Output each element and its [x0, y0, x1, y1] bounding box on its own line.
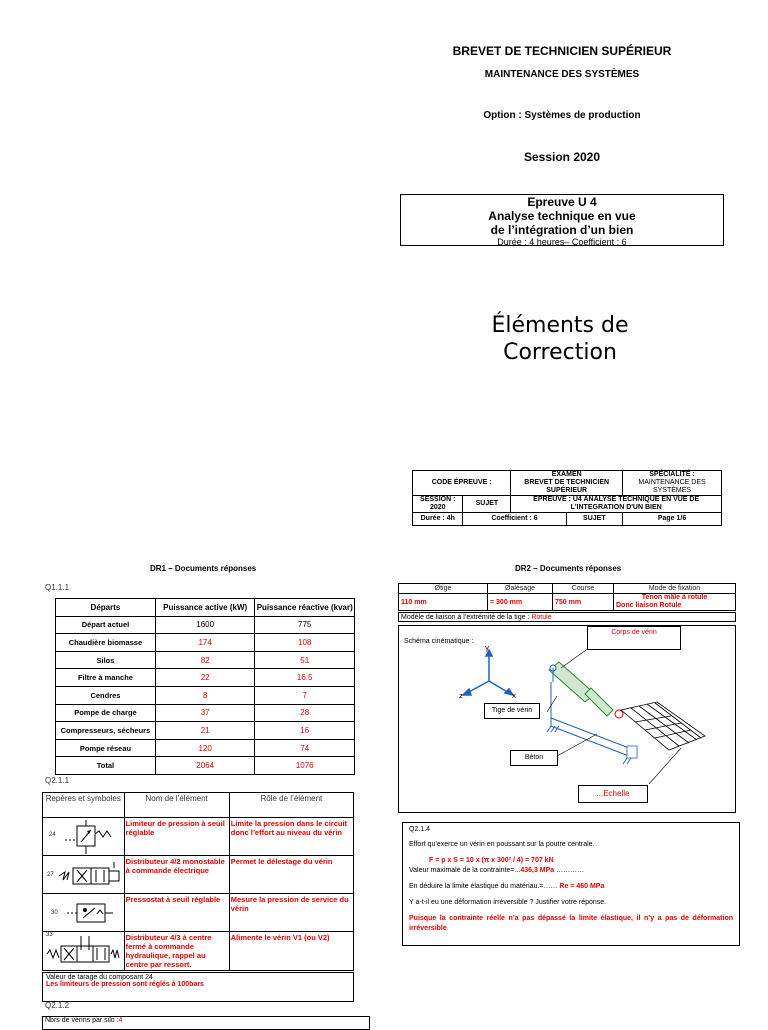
power-row-active: 2064: [155, 757, 255, 775]
power-table: [55, 598, 355, 775]
callout-echelle: ...Echelle: [578, 785, 648, 803]
session-cell: SESSION : 2020: [413, 496, 463, 513]
duree-cell: Durée : 4h: [413, 513, 463, 526]
distributor-4-2-symbol-icon: [57, 858, 123, 892]
power-row-reactive: 16.5: [255, 669, 355, 687]
power-row: [56, 757, 355, 775]
elem-number: 30: [51, 910, 58, 916]
verin-tige-value: 110 mm: [399, 594, 488, 611]
power-row: [56, 634, 355, 652]
element-table: [42, 792, 354, 971]
power-row-active: 82: [155, 651, 255, 669]
power-header-active: Puissance active (kW): [155, 599, 255, 617]
verin-header-alesage: Øalésage: [488, 584, 553, 594]
coef-cell: Coefficient : 6: [463, 513, 566, 526]
q111-label: Q1.1.1: [45, 583, 70, 592]
kinematic-diagram: [399, 626, 735, 812]
elem-header-nom: Nom de l’élément: [124, 793, 229, 818]
q211-label: Q2.1.1: [45, 776, 70, 785]
q214-box: [402, 822, 740, 946]
power-row: [56, 686, 355, 704]
power-row-reactive: 775: [255, 616, 355, 634]
nbrs-value: 4: [118, 1017, 123, 1024]
power-row: [56, 651, 355, 669]
power-row-active: 37: [155, 704, 255, 722]
power-row-label: Silos: [56, 651, 156, 669]
power-row-reactive: 51: [255, 651, 355, 669]
pressure-switch-symbol-icon: [65, 896, 115, 930]
exam-session: Session 2020: [523, 150, 601, 164]
power-row-active: 1600: [155, 616, 255, 634]
power-row-label: Chaudière biomasse: [56, 634, 156, 652]
code-label: CODE ÉPREUVE :: [413, 471, 511, 496]
q214-contrainte-label: Valeur maximale de la contrainte=...: [409, 867, 521, 874]
modele-liaison: [398, 612, 736, 622]
axis-z-label: z: [459, 692, 463, 700]
verin-fixation-extra: Donc liaison Rotule: [616, 602, 682, 609]
q214-limite-value: Re = 460 MPa: [559, 883, 605, 890]
elem-number: 27: [47, 872, 54, 878]
elem-role: Limite la pression dans le circuit donc l’effort au niveau du vérin: [229, 818, 353, 856]
power-row-label: Compresseurs, sécheurs: [56, 722, 156, 740]
tarage-box: [42, 972, 354, 1002]
examen-label: EXAMEN: [551, 471, 582, 478]
q214-limite-label: En déduire la limite élastique du matériau.=……: [409, 883, 560, 890]
pressure-limiter-symbol-icon: [63, 820, 119, 854]
verin-header-fixation: Mode de fixation: [614, 584, 736, 594]
tarage-question: Valeur de tarage du composant 24: [46, 974, 153, 981]
q214-question: Y a-t-il eu une déformation irréversible ? Justifier votre réponse.: [409, 899, 607, 906]
elem-symbol-cell: [43, 932, 125, 971]
elem-role: Permet le délestage du vérin: [229, 856, 353, 894]
power-row: [56, 704, 355, 722]
modele-value: Rotule: [531, 614, 552, 621]
q214-label: Q2.1.4: [409, 826, 431, 833]
q214-contrainte-value: 436,3 MPa: [520, 867, 555, 874]
exam-speciality: MAINTENANCE DES SYSTÈMES: [484, 69, 640, 80]
ladder-icon: [621, 702, 705, 758]
specialite-cell: [623, 471, 722, 496]
code-table: [412, 470, 722, 526]
q214-contrainte-tail: …………: [554, 867, 585, 874]
power-row-reactive: 1076: [255, 757, 355, 775]
sujet2-cell: SUJET: [566, 513, 623, 526]
examen-cell: [511, 471, 623, 496]
q214-answer: Puisque la contrainte réelle n’a pas dépassé la limite élastique, il n’y a pas de déformation irréversible: [409, 915, 733, 932]
q214-formula: F = p x S = 10 x (π x 300² / 4) = 707 kN: [429, 857, 554, 864]
page-title-line-1: Éléments de: [491, 313, 629, 338]
power-row-reactive: 28: [255, 704, 355, 722]
power-row: [56, 722, 355, 740]
power-header-reactive: Puissance réactive (kvar): [255, 599, 355, 617]
distributor-4-3-symbol-icon: [45, 934, 121, 968]
epreuve-subtitle-2: de l’intégration d’un bien: [490, 223, 634, 237]
elem-name: Distributeur 4/2 monostable à commande électrique: [124, 856, 229, 894]
elem-header-reperes: Repères et symboles: [43, 793, 125, 818]
cylinder-icon: [549, 662, 623, 718]
epreuve-duration: Durée : 4 heures– Coefficient : 6: [497, 237, 627, 247]
elem-name: Distributeur 4/3 à centre fermé à commande hydraulique, rappel au centre par ressort.: [124, 932, 229, 971]
callout-tige-verin: Tige de vérin: [484, 703, 540, 719]
verin-fixation-main: Tenon mâle à rotule: [641, 594, 708, 601]
exam-title: BREVET DE TECHNICIEN SUPÉRIEUR: [452, 44, 672, 58]
power-row-active: 21: [155, 722, 255, 740]
nbrs-box: [42, 1016, 370, 1030]
schema-label: Schéma cinématique :: [404, 638, 474, 645]
elem-number: 33: [46, 932, 53, 938]
modele-label: Modèle de liaison à l’extrémité de la tige :: [401, 614, 532, 621]
page-title-line-2: Correction: [503, 340, 617, 365]
specialite-value: MAINTENANCE DES SYSTÈMES: [638, 479, 706, 494]
q214-contrainte: [409, 866, 733, 876]
power-header-departs: Départs: [56, 599, 156, 617]
power-row-label: Total: [56, 757, 156, 775]
callout-beton: Béton: [510, 750, 558, 766]
axes-icon: [463, 650, 513, 695]
elem-number: 24: [49, 832, 56, 838]
page-title: [440, 312, 680, 366]
specialite-label: SPÉCIALITÉ :: [649, 471, 695, 478]
power-row-reactive: 16: [255, 722, 355, 740]
power-row-label: Cendres: [56, 686, 156, 704]
power-row-reactive: 7: [255, 686, 355, 704]
power-row-reactive: 108: [255, 634, 355, 652]
verin-alesage-value: = 300 mm: [488, 594, 553, 611]
verin-header-course: Course: [553, 584, 614, 594]
sujet-cell: SUJET: [463, 496, 511, 513]
q214-limite: [409, 882, 733, 892]
q212-label: Q2.1.2: [45, 1001, 70, 1010]
epreuve-title: Epreuve U 4: [527, 195, 597, 209]
elem-header-role: Rôle de l’élément: [229, 793, 353, 818]
callout-corps-verin: Corps de vérin: [587, 626, 681, 650]
elem-role: Mesure la pression de service du vérin: [229, 894, 353, 932]
power-row-label: Départ actuel: [56, 616, 156, 634]
power-row: [56, 739, 355, 757]
power-row: [56, 669, 355, 687]
power-row-active: 8: [155, 686, 255, 704]
power-row-active: 120: [155, 739, 255, 757]
epreuve-subtitle-1: Analyse technique en vue: [488, 209, 636, 223]
power-row-label: Pompe réseau: [56, 739, 156, 757]
dr1-title: DR1 – Documents réponses: [150, 564, 257, 573]
verin-table: [398, 583, 736, 611]
elem-symbol-cell: [43, 818, 125, 856]
power-row-reactive: 74: [255, 739, 355, 757]
power-row-active: 174: [155, 634, 255, 652]
axis-x-label: x: [512, 692, 517, 700]
page-cell: Page 1/6: [623, 513, 722, 526]
examen-value: BREVET DE TECHNICIEN SUPÉRIEUR: [524, 479, 610, 494]
verin-fixation-value: [614, 594, 736, 611]
verin-course-value: 750 mm: [553, 594, 614, 611]
dr2-title: DR2 – Documents réponses: [515, 564, 622, 573]
q214-intro: Effort qu’exerce un vérin en poussant sur la poutre centrale.: [409, 841, 595, 848]
epreuve-cell: EPREUVE : U4 ANALYSE TECHNIQUE EN VUE DE L'INTEGRATION D'UN BIEN: [511, 496, 722, 513]
axis-y-label: y: [485, 644, 490, 652]
tarage-answer: Les limiteurs de pression sont réglés à 100bars: [46, 981, 204, 988]
elem-role: Alimente le vérin V1 (ou V2): [229, 932, 353, 971]
exam-option: Option : Systèmes de production: [483, 110, 641, 121]
elem-symbol-cell: [43, 856, 125, 894]
verin-header-tige: Øtige: [399, 584, 488, 594]
power-row-active: 22: [155, 669, 255, 687]
power-row: [56, 616, 355, 634]
elem-name: Pressostat à seuil réglable: [124, 894, 229, 932]
power-row-label: Filtre à manche: [56, 669, 156, 687]
power-row-label: Pompe de charge: [56, 704, 156, 722]
elem-symbol-cell: [43, 894, 125, 932]
elem-name: Limiteur de pression à seuil réglable: [124, 818, 229, 856]
epreuve-box: [400, 194, 724, 246]
nbrs-label: Nbrs de vérins par silo :: [45, 1017, 119, 1024]
